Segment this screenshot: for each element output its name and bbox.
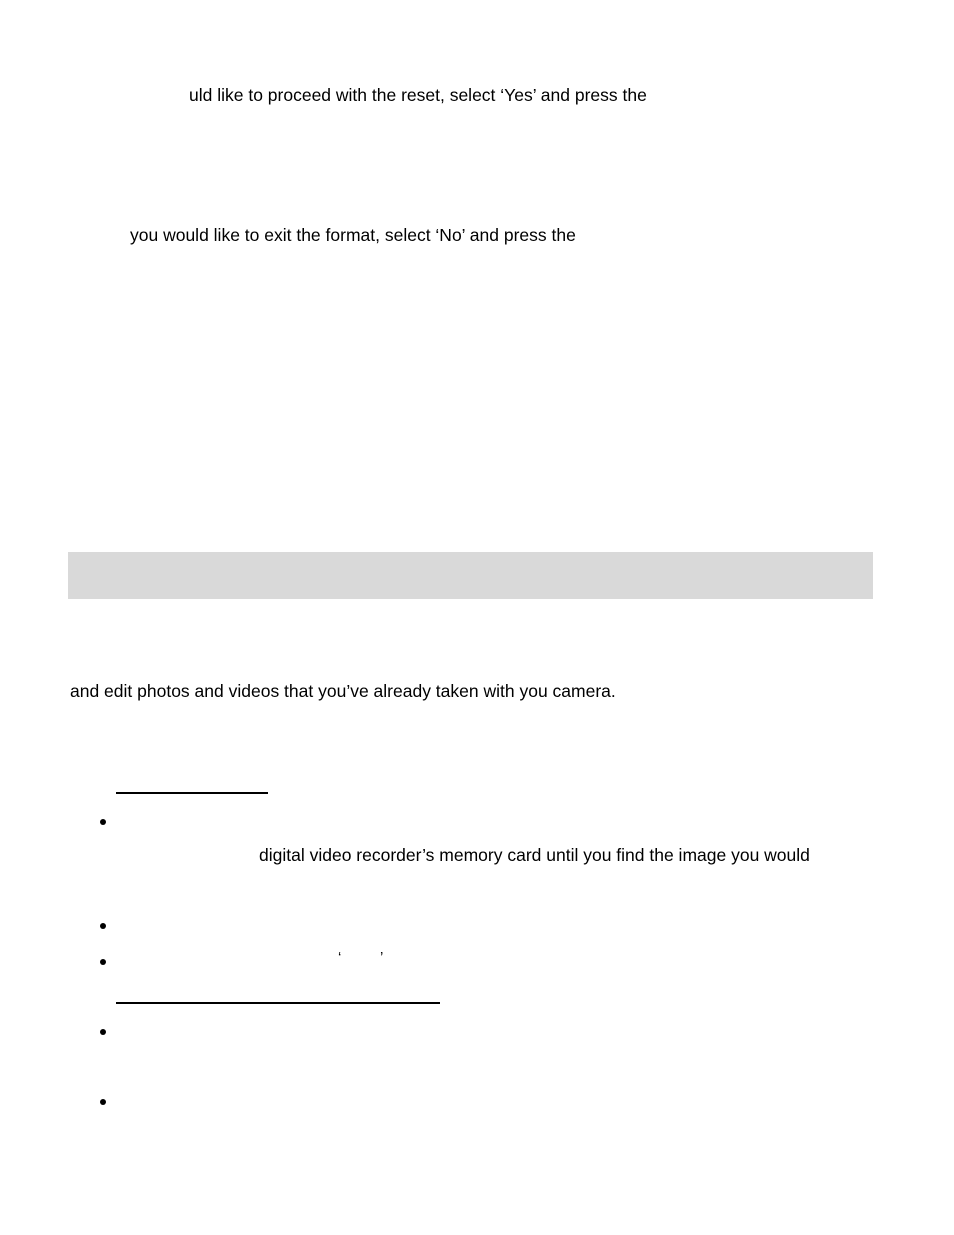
bullet-point [100, 959, 106, 965]
memory-card-instruction-line: digital video recorder’s memory card until you find the image you would [259, 845, 810, 865]
bullet-point [100, 1099, 106, 1105]
section-heading-band [68, 552, 873, 599]
reset-instruction-line: uld like to proceed with the reset, select ‘Yes’ and press the [189, 85, 647, 105]
bullet-point [100, 819, 106, 825]
close-quote-mark: ’ [380, 949, 384, 966]
subheading-underline-2 [116, 1002, 440, 1004]
bullet-point [100, 923, 106, 929]
bullet-point [100, 1029, 106, 1035]
playback-intro-line: and edit photos and videos that you’ve already taken with you camera. [70, 681, 616, 701]
open-quote-mark: ‘ [338, 949, 342, 966]
format-exit-instruction-line: you would like to exit the format, select ‘No’ and press the [130, 225, 576, 245]
subheading-underline-1 [116, 792, 268, 794]
